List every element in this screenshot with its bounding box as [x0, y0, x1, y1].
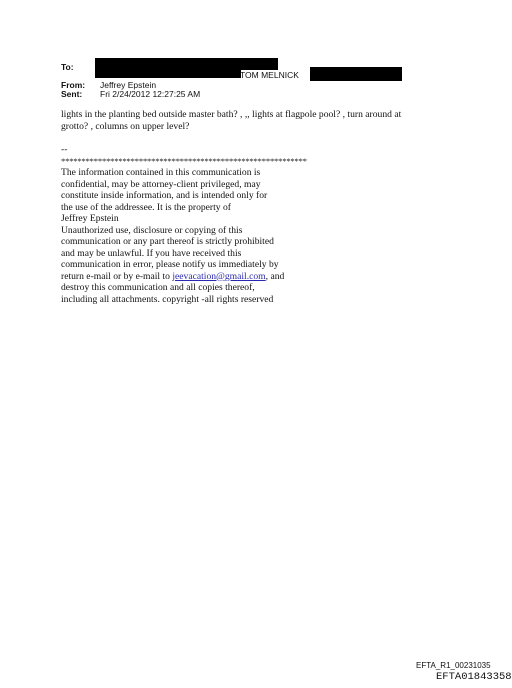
- disclaimer-line: Jeffrey Epstein: [61, 213, 119, 224]
- bates-number-primary: EFTA_R1_00231035: [416, 661, 491, 670]
- bates-number-secondary: EFTA01843358: [436, 671, 512, 683]
- signature-stars: ************************************************************: [61, 155, 307, 166]
- signature-dashes: --: [61, 144, 68, 155]
- message-line: grotto? , columns on upper level?: [61, 120, 190, 132]
- disclaimer-line: confidential, may be attorney-client privileged, may: [61, 178, 261, 190]
- redaction-bar: [95, 58, 278, 70]
- disclaimer-line: including all attachments. copyright -all rights reserved: [61, 293, 274, 305]
- message-body: [61, 109, 401, 132]
- email-line-suffix: , and: [265, 270, 285, 282]
- to-recipient-name: [240, 70, 299, 80]
- from-label: From:: [61, 80, 86, 90]
- redaction-bar: [310, 67, 402, 81]
- disclaimer-line: Unauthorized use, disclosure or copying of this: [61, 224, 243, 236]
- sent-value: Fri 2/24/2012 12:27:25 AM: [100, 89, 201, 99]
- email-link[interactable]: jeevacation@gmail.com: [172, 270, 266, 282]
- sent-label: Sent:: [61, 89, 83, 99]
- disclaimer-line: communication in error, please notify us immediately by: [61, 259, 279, 270]
- disclaimer-line: destroy this communication and all copies thereof,: [61, 282, 255, 293]
- disclaimer-line: The information contained in this communication is: [61, 167, 261, 178]
- disclaimer-line: and may be unlawful. If you have received this: [61, 247, 242, 259]
- signature-block: [61, 144, 307, 305]
- disclaimer-email-line: [61, 271, 307, 283]
- disclaimer-line: constitute inside information, and is intended only for: [61, 190, 268, 201]
- to-names-text: TOM MELNICK: [240, 70, 299, 80]
- disclaimer-line: the use of the addressee. It is the property of: [61, 201, 231, 213]
- redaction-bar: [95, 70, 241, 78]
- disclaimer-line: communication or any part thereof is strictly prohibited: [61, 236, 274, 247]
- email-line-prefix: return e-mail or by e-mail to: [61, 270, 173, 282]
- message-line: lights in the planting bed outside master bath? , ,, lights at flagpole pool? , turn around at: [61, 109, 402, 120]
- from-value: Jeffrey Epstein: [100, 80, 157, 90]
- to-label: To:: [61, 62, 74, 72]
